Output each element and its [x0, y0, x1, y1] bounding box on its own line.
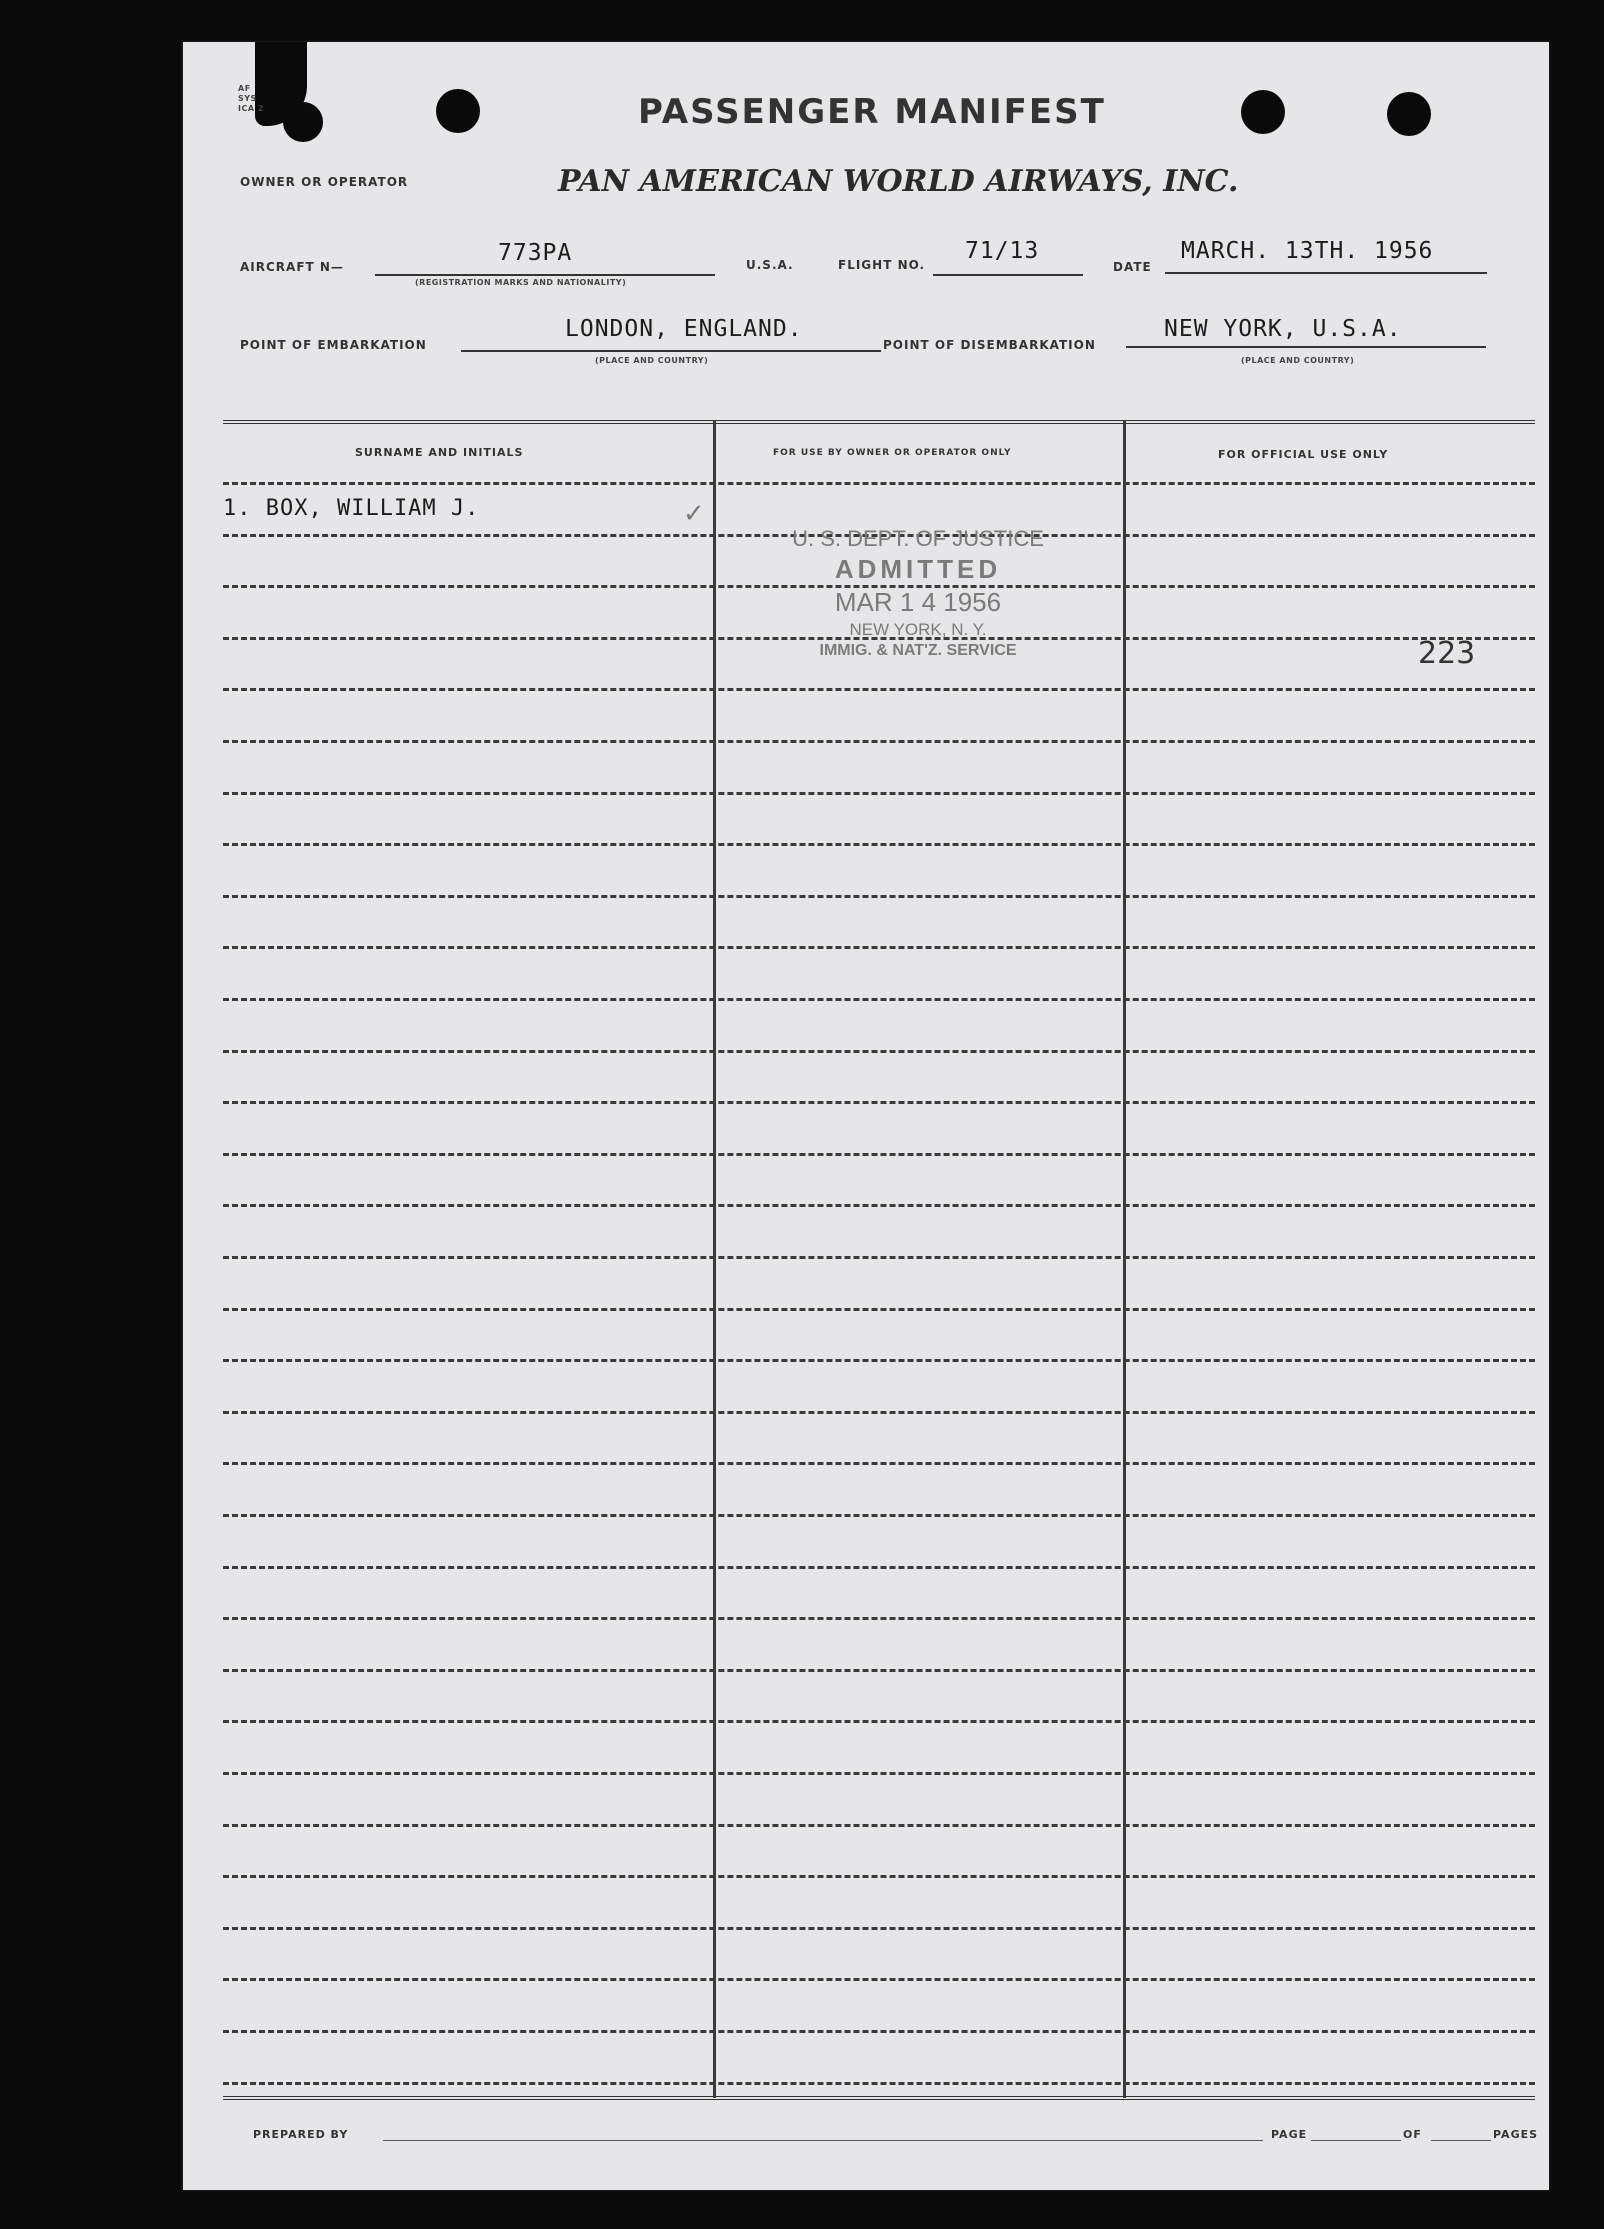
- date-value: MARCH. 13TH. 1956: [1181, 238, 1434, 264]
- table-row-rule: [223, 1772, 1535, 1775]
- table-row-rule: [223, 688, 1535, 691]
- col-divider-2: [1123, 420, 1126, 2098]
- table-top-rule: [223, 420, 1535, 427]
- table-row-rule: [223, 1566, 1535, 1569]
- table-row-rule: [223, 792, 1535, 795]
- table-row-rule: [223, 2030, 1535, 2033]
- aircraft-value: 773PA: [498, 240, 573, 266]
- embark-underline: [461, 350, 881, 352]
- punch-hole-mid: [1241, 90, 1285, 134]
- date-underline: [1165, 272, 1487, 274]
- col-divider-1: [713, 420, 716, 2098]
- table-row-rule: [223, 1153, 1535, 1156]
- disembark-underline: [1126, 346, 1486, 348]
- embark-value: LONDON, ENGLAND.: [565, 316, 803, 342]
- table-row-rule: [223, 1875, 1535, 1878]
- owner-value: PAN AMERICAN WORLD AIRWAYS, INC.: [558, 164, 1239, 199]
- table-row-rule: [223, 946, 1535, 949]
- punch-hole-right: [1387, 92, 1431, 136]
- stamp-line-3: MAR 1 4 1956: [834, 587, 1002, 617]
- table-row-rule: [223, 998, 1535, 1001]
- page-label: PAGE: [1271, 2128, 1308, 2141]
- check-mark: ✓: [683, 498, 705, 528]
- flight-label: FLIGHT NO.: [838, 258, 926, 272]
- disembark-value: NEW YORK, U.S.A.: [1164, 316, 1402, 342]
- flight-underline: [933, 274, 1083, 276]
- table-row-rule: [223, 1824, 1535, 1827]
- prepared-underline: [383, 2140, 1263, 2141]
- stamp-line-5: IMMIG. & NAT'Z. SERVICE: [819, 642, 1017, 659]
- stamp-line-4: NEW YORK, N. Y.: [849, 620, 987, 639]
- aircraft-sub: (REGISTRATION MARKS AND NATIONALITY): [415, 278, 627, 287]
- admitted-stamp: [753, 526, 1083, 660]
- flight-value: 71/13: [965, 238, 1040, 264]
- manifest-sheet: [183, 42, 1549, 2190]
- stamp-line-2: ADMITTED: [834, 554, 1002, 584]
- passenger-entry: 1. BOX, WILLIAM J.: [223, 496, 480, 521]
- table-row-rule: [223, 1462, 1535, 1465]
- table-row-rule: [223, 1050, 1535, 1053]
- table-row-rule: [223, 1308, 1535, 1311]
- table-row-rule: [223, 1514, 1535, 1517]
- table-row-rule: [223, 895, 1535, 898]
- col1-header: SURNAME AND INITIALS: [355, 446, 524, 459]
- table-row-rule: [223, 1617, 1535, 1620]
- usa-label: U.S.A.: [746, 258, 794, 272]
- of-label: OF: [1403, 2128, 1422, 2141]
- table-row-rule: [223, 1978, 1535, 1981]
- table-row-rule: [223, 1101, 1535, 1104]
- pages-label: PAGES: [1493, 2128, 1539, 2141]
- embark-label: POINT OF EMBARKATION: [240, 338, 427, 352]
- table-row-rule: [223, 2082, 1535, 2085]
- table-row-rule: [223, 1927, 1535, 1930]
- table-row-rule: [223, 482, 1535, 485]
- disembark-sub: (PLACE AND COUNTRY): [1241, 356, 1355, 365]
- punch-hole-left: [436, 89, 480, 133]
- disembark-label: POINT OF DISEMBARKATION: [883, 338, 1096, 352]
- page-underline: [1311, 2140, 1401, 2141]
- corner-code: AF SYS ICA 2: [238, 84, 264, 113]
- owner-label: OWNER OR OPERATOR: [240, 175, 409, 189]
- table-row-rule: [223, 1720, 1535, 1723]
- table-row-rule: [223, 1669, 1535, 1672]
- table-row-rule: [223, 843, 1535, 846]
- of-underline: [1431, 2140, 1491, 2141]
- col2-header: FOR USE BY OWNER OR OPERATOR ONLY: [773, 448, 1012, 458]
- table-row-rule: [223, 1256, 1535, 1259]
- prepared-label: PREPARED BY: [253, 2128, 349, 2141]
- date-label: DATE: [1113, 260, 1152, 274]
- table-row-rule: [223, 740, 1535, 743]
- table-row-rule: [223, 1411, 1535, 1414]
- table-row-rule: [223, 1204, 1535, 1207]
- embark-sub: (PLACE AND COUNTRY): [595, 356, 709, 365]
- aircraft-underline: [375, 274, 715, 276]
- table-bottom-rule: [223, 2096, 1535, 2103]
- official-number: 223: [1418, 636, 1476, 671]
- stamp-line-1: U. S. DEPT. OF JUSTICE: [792, 526, 1044, 551]
- table-row-rule: [223, 1359, 1535, 1362]
- form-title: PASSENGER MANIFEST: [638, 92, 1106, 132]
- torn-corner-2: [283, 102, 323, 142]
- aircraft-label: AIRCRAFT N—: [240, 260, 344, 274]
- col3-header: FOR OFFICIAL USE ONLY: [1218, 448, 1389, 461]
